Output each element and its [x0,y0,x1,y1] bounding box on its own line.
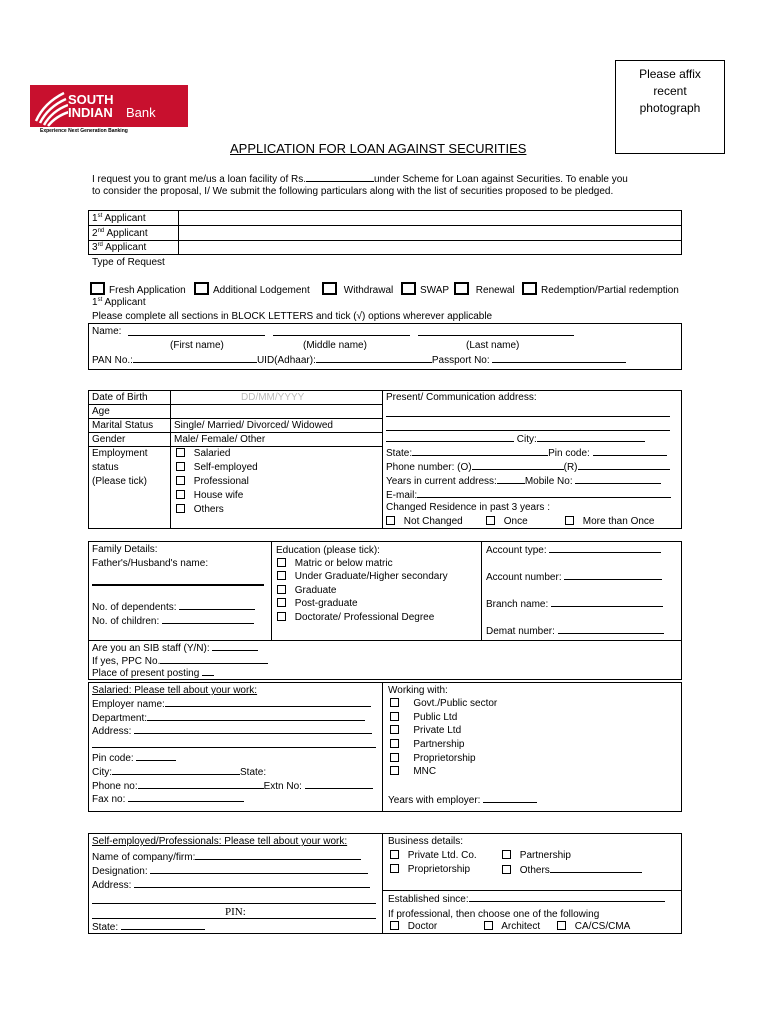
designation-label: Designation: [92,866,148,877]
dependents-label: No. of dependents: [92,602,177,613]
checkbox-icon [322,282,337,295]
established-row [388,892,665,906]
changed-residence-label: Changed Residence in past 3 years : [386,502,550,513]
passport-label: Passport No: [431,355,490,366]
checkbox-icon [454,282,469,295]
branch-label: Branch name: [486,599,549,610]
address-line-1[interactable] [386,416,670,417]
applicant-3-input[interactable] [180,241,680,254]
employment-salaried[interactable]: Salaried [176,447,230,460]
checkbox-icon [176,490,185,499]
dependents-row [92,600,255,614]
professional-label: If professional, then choose one of the following [388,909,600,920]
business-others-field[interactable] [550,863,642,873]
address-heading: Present/ Communication address: [386,392,537,403]
checkbox-icon [386,516,395,525]
request-option-redemption[interactable]: Redemption/Partial redemption [522,282,679,297]
request-option-renewal[interactable]: Renewal [454,282,515,297]
state-field[interactable] [412,446,548,456]
checkbox-icon [522,282,537,295]
name-label: Name: [92,326,122,337]
photo-box [615,60,725,154]
prof-ca[interactable]: CA/CS/CMA [557,920,630,933]
se-pin-label: PIN: [225,906,246,918]
prof-doctor[interactable]: Doctor [390,920,437,933]
checkbox-icon [565,516,574,525]
applicant-1-input[interactable] [180,211,680,224]
applicant-2-input[interactable] [180,226,680,239]
first-applicant-heading: 1st Applicant [92,297,146,308]
posting-row [92,666,214,680]
checkbox-icon [277,558,286,567]
age-input[interactable] [172,405,380,417]
sib-staff-label: Are you an SIB staff (Y/N): [92,643,210,654]
middle-name-field[interactable] [273,335,410,336]
established-label: Established since: [388,894,469,905]
se-state-field[interactable] [121,920,205,930]
checkbox-icon [486,516,495,525]
sal-phone-field[interactable] [138,779,264,789]
work-public-ltd[interactable]: Public Ltd [390,711,457,724]
sib-staff-row [92,641,258,655]
posting-field[interactable] [202,666,214,676]
account-type-row [486,543,661,557]
checkbox-icon [502,865,511,874]
sal-address-label: Address: [92,726,132,737]
applicant-1-label: 1st Applicant [92,213,146,224]
company-field[interactable] [195,850,361,860]
education-postgraduate[interactable]: Post-graduate [277,597,358,610]
sal-city-field[interactable] [112,765,240,775]
intro-line1-b: under Scheme for Loan against Securities. To enable you [374,174,628,185]
residence-more[interactable]: More than Once [565,515,655,528]
employer-row [92,697,371,711]
type-of-request-label: Type of Request [92,257,165,268]
employer-field[interactable] [165,697,371,707]
phone-o-field[interactable] [472,460,564,470]
se-address-label: Address: [92,880,132,891]
sal-address-field[interactable] [134,724,372,734]
first-name-caption: (First name) [170,340,224,351]
sal-fax-row [92,792,244,806]
se-state-label: State: [92,922,119,933]
logo-text-line2: INDIAN [68,105,113,120]
business-private-ltd[interactable]: Private Ltd. Co. [390,849,477,862]
checkbox-icon [390,739,399,748]
years-employer-label: Years with employer: [388,795,481,806]
email-row [386,488,671,502]
residence-once[interactable]: Once [486,515,528,528]
request-option-withdrawal[interactable]: Withdrawal [322,282,393,297]
logo-text-bank: Bank [126,105,156,120]
branch-row [486,597,663,611]
checkbox-icon [401,282,416,295]
checkbox-icon [90,282,105,295]
checkbox-icon [176,448,185,457]
checkbox-icon [390,712,399,721]
applicant-2-label: 2nd Applicant [92,228,148,239]
pincode-field[interactable] [593,446,667,456]
mobile-field[interactable] [575,474,661,484]
applicant-3-label: 3rd Applicant [92,242,147,253]
father-name-field[interactable] [92,584,264,586]
photo-box-text1: Please affix [639,67,701,81]
address-line-3[interactable] [386,432,514,442]
photo-box-text2: recent [653,84,687,98]
sal-pincode-label: Pin code: [92,753,134,764]
children-label: No. of children: [92,616,160,627]
last-name-caption: (Last name) [466,340,520,351]
logo-tagline: Experience Next Generation Banking [40,128,128,134]
business-partnership[interactable]: Partnership [502,849,571,862]
sal-address-row [92,724,372,738]
checkbox-icon [277,585,286,594]
pincode-label: Pin code: [548,448,590,459]
employer-label: Employer name: [92,699,165,710]
sal-extn-field[interactable] [305,779,373,789]
dependents-field[interactable] [179,600,255,610]
department-label: Department: [92,713,148,724]
gender-label: Gender [92,434,126,445]
request-option-swap[interactable]: SWAP [401,282,449,297]
department-row [92,711,365,725]
phone-r-label: (R) [563,462,578,473]
designation-row [92,864,368,878]
sal-extn-label: Extn No: [263,781,302,792]
sal-city-row [92,765,266,779]
city-label: City: [516,434,537,445]
page-title: APPLICATION FOR LOAN AGAINST SECURITIES [230,141,527,156]
prof-architect[interactable]: Architect [484,920,540,933]
sal-fax-label: Fax no: [92,794,126,805]
checkbox-icon [277,598,286,607]
checkbox-icon [390,753,399,762]
dob-input[interactable]: DD/MM/YYYY [241,392,305,403]
education-doctorate[interactable]: Doctorate/ Professional Degree [277,611,434,624]
loan-amount-field[interactable] [306,172,374,182]
last-name-field[interactable] [418,335,574,336]
sal-phone-row [92,779,373,793]
ppc-field[interactable] [160,654,268,664]
demat-row [486,624,664,638]
employment-professional[interactable]: Professional [176,475,249,488]
salaried-heading: Salaried: Please tell about your work: [92,685,258,696]
demat-label: Demat number: [486,626,555,637]
intro-line2: to consider the proposal, I/ We submit the following particulars along with the list of securities proposed to be pledged. [92,186,614,197]
middle-name-caption: (Middle name) [303,340,367,351]
age-label: Age [92,406,110,417]
se-address-line-2[interactable] [92,903,376,904]
checkbox-icon [557,921,566,930]
se-address-row [92,878,370,892]
gender-options[interactable]: Male/ Female/ Other [174,434,266,445]
employment-housewife[interactable]: House wife [176,489,243,502]
logo-swoosh-icon [30,85,70,127]
intro-line1-a: I request you to grant me/us a loan facility of Rs. [92,174,306,185]
father-label: Father's/Husband's name: [92,558,209,569]
work-proprietorship[interactable]: Proprietorship [390,752,476,765]
se-state-row [92,920,205,934]
business-proprietorship[interactable]: Proprietorship [390,863,470,876]
business-heading: Business details: [388,836,464,847]
account-number-label: Account number: [486,572,562,583]
established-field[interactable] [469,892,665,902]
request-option-fresh[interactable]: Fresh Application [90,282,186,297]
logo-text-line1: SOUTH [68,92,114,107]
checkbox-icon [390,698,399,707]
years-field[interactable] [497,474,525,484]
marital-options[interactable]: Single/ Married/ Divorced/ Widowed [174,420,333,431]
sib-staff-field[interactable] [212,641,258,651]
company-label: Name of company/firm: [92,852,196,863]
ppc-label: If yes, PPC No. [92,656,161,667]
passport-field[interactable] [492,353,626,363]
email-label: E-mail: [386,490,418,501]
education-heading: Education (please tick): [276,545,380,556]
department-field[interactable] [147,711,365,721]
photo-box-text3: photograph [639,101,701,115]
years-label: Years in current address: [386,476,497,487]
city-field[interactable] [537,432,645,442]
account-number-row [486,570,662,584]
sal-city-label: City: [92,767,112,778]
sal-pincode-field[interactable] [136,751,176,761]
phone-row [386,460,670,474]
designation-field[interactable] [150,864,368,874]
branch-field[interactable] [551,597,663,607]
self-employed-heading: Self-employed/Professionals: Please tell about your work: [92,836,348,847]
sal-pincode-row [92,751,176,765]
checkbox-icon [390,864,399,873]
dob-label: Date of Birth [92,392,148,403]
children-row [92,614,254,628]
work-private-ltd[interactable]: Private Ltd [390,724,461,737]
sal-address-line-2[interactable] [92,747,376,748]
uid-field[interactable] [316,353,432,363]
checkbox-icon [484,921,493,930]
pan-row [92,353,626,367]
work-partnership[interactable]: Partnership [390,738,464,751]
checkbox-icon [176,504,185,513]
sal-phone-label: Phone no: [92,781,138,792]
employment-label-1: Employment [92,448,148,459]
education-matric[interactable]: Matric or below matric [277,557,393,570]
checkbox-icon [194,282,209,295]
posting-label: Place of present posting [92,668,200,679]
checkbox-icon [277,571,286,580]
intro-line1 [92,172,628,186]
residence-not-changed[interactable]: Not Changed [386,515,463,528]
email-field[interactable] [417,488,671,498]
address-line-2[interactable] [386,430,670,431]
checkbox-icon [176,462,185,471]
checkbox-icon [390,921,399,930]
checkbox-icon [390,850,399,859]
years-employer-field[interactable] [483,793,537,803]
bank-logo [30,85,190,135]
demat-field[interactable] [558,624,664,634]
sal-state-label: State: [240,767,267,778]
block-letters-note: Please complete all sections in BLOCK LETTERS and tick (√) options wherever applicable [92,311,493,322]
se-address-field[interactable] [134,878,370,888]
checkbox-icon [390,725,399,734]
account-type-label: Account type: [486,545,547,556]
children-field[interactable] [162,614,254,624]
state-label: State: [386,448,413,459]
checkbox-icon [176,476,185,485]
checkbox-icon [390,766,399,775]
state-row [386,446,667,460]
years-employer-row [388,793,537,807]
working-with-heading: Working with: [388,685,448,696]
first-name-field[interactable] [128,335,265,336]
years-row [386,474,661,488]
work-govt[interactable]: Govt./Public sector [390,697,497,710]
pan-label: PAN No.: [92,355,133,366]
family-heading: Family Details: [92,544,158,555]
city-row [386,432,645,446]
employment-self-employed[interactable]: Self-employed [176,461,258,474]
education-graduate[interactable]: Graduate [277,584,336,597]
employment-label-3: (Please tick) [92,476,148,487]
sal-fax-field[interactable] [128,792,244,802]
marital-label: Marital Status [92,420,154,431]
account-type-field[interactable] [549,543,661,553]
pan-field[interactable] [133,353,257,363]
work-mnc[interactable]: MNC [390,765,436,778]
checkbox-icon [502,850,511,859]
checkbox-icon [277,612,286,621]
education-undergraduate[interactable]: Under Graduate/Higher secondary [277,570,448,583]
phone-r-field[interactable] [578,460,670,470]
company-row [92,850,361,864]
phone-o-label: Phone number: (O) [386,462,472,473]
account-number-field[interactable] [564,570,662,580]
employment-others[interactable]: Others [176,503,224,516]
employment-label-2: status [92,462,119,473]
uid-label: UID(Adhaar): [256,355,316,366]
mobile-label: Mobile No: [524,476,573,487]
business-others[interactable]: Others [502,863,642,877]
request-option-additional[interactable]: Additional Lodgement [194,282,310,297]
